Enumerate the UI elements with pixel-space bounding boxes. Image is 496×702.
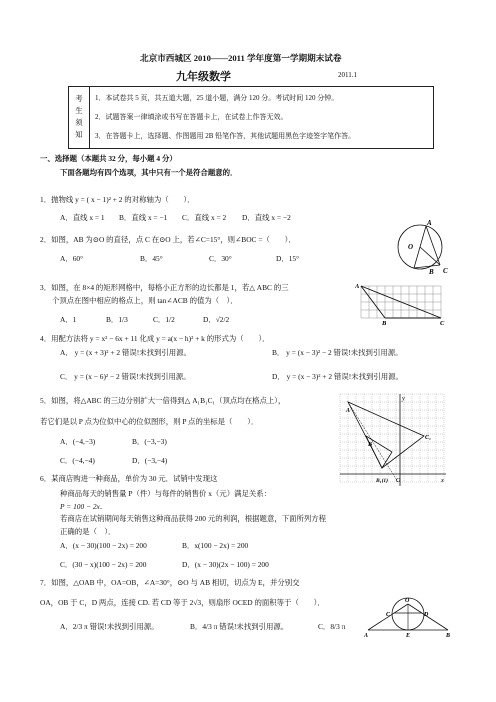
q4-option-d: D． y = (x − 3)² + 2 错误!未找到引用源。 — [272, 372, 403, 381]
section-instruction: 下面各题均有四个选项，其中只有一个是符合题意的． — [60, 168, 238, 177]
q5-option-b: B．(−3,−3) — [132, 437, 167, 446]
q6-formula: P = 100 − 2x． — [60, 502, 108, 511]
q3-option-b: B．1/3 — [106, 315, 128, 324]
q5-stem-1: 5．如图，将△ABC 的三边分别扩大一倍得到△ A₁B₁C₁（顶点均在格点上）， — [40, 396, 286, 405]
label-c: C — [440, 320, 445, 326]
q6-option-c: C．(30 − x)(100 − 2x) = 200 — [60, 560, 147, 569]
q5-option-a: A．(−4,−3) — [60, 437, 96, 446]
q1-option-d: D．直线 x = −2 — [242, 213, 291, 222]
q7-option-c: C．8/3 π — [318, 622, 346, 631]
label-c1: C₁ — [425, 435, 432, 441]
q3-option-c: C．1/2 — [153, 315, 175, 324]
label-d: D — [424, 612, 429, 618]
label-c: C — [443, 267, 448, 275]
notice-label-char: 生 — [75, 106, 83, 115]
exam-subject: 九年级数学 — [176, 71, 231, 83]
q1-option-a: A．直线 x = 1 — [60, 213, 105, 222]
q5-option-d: D．(−3,−4) — [132, 456, 168, 465]
label-o: O — [408, 243, 414, 251]
label-c: C — [386, 612, 391, 618]
label-b: B — [446, 633, 451, 638]
notice-item: 2．试题答案一律填涂或书写在答题卡上，在试卷上作答无效。 — [95, 113, 288, 121]
q2-option-c: C．30° — [209, 254, 232, 263]
notice-label-char: 考 — [75, 94, 83, 103]
notice-label-char: 知 — [75, 130, 83, 139]
q5-option-c: C．(−4,−4) — [60, 456, 95, 465]
label-o: O — [405, 598, 410, 604]
label-x: x — [441, 477, 444, 484]
q2-stem: 2．如图，AB 为⊙O 的直径，点 C 在⊙O 上，若∠C=15°，则∠BOC =（ ）． — [40, 235, 296, 244]
q1-option-b: B．直线 x = −1 — [119, 213, 168, 222]
q5-stem-2: 若它们是以 P 点为位似中心的位似图形，则 P 点的坐标是（ ）． — [40, 417, 259, 426]
label-a: A — [427, 219, 432, 227]
label-o: O — [396, 478, 401, 484]
q6-stem-2: 种商品每天的销售量 P（件）与每件的销售价 x（元）满足关系： — [60, 489, 272, 498]
q7-stem-2: OA，OB 于 C，D 两点，连接 CD. 若 CD 等于 2√3，则扇形 OCED 的面积等于（ ）． — [40, 598, 325, 607]
label-b: B — [382, 320, 387, 326]
label-b: B — [429, 268, 434, 276]
q7-option-a: A．2/3 π 错误!未找到引用源。 — [60, 622, 159, 631]
q3-grid-figure — [355, 280, 451, 326]
q3-option-d: D．√2/2 — [203, 315, 230, 324]
q4-stem: 4．用配方法将 y = x² − 6x + 11 化成 y = a(x − h)² + k 的形式为（ ）． — [40, 334, 270, 343]
q6-option-a: A．(x − 30)(100 − 2x) = 200 — [60, 541, 147, 550]
q6-stem-4: 正确的是（ ）． — [60, 527, 116, 536]
q2-circle-figure — [396, 218, 454, 278]
q2-option-b: B．45° — [140, 254, 163, 263]
q4-option-b: B． y = (x − 3)² − 2 错误!未找到引用源。 — [272, 348, 403, 357]
q6-option-b: B．x(100 − 2x) = 200 — [182, 541, 249, 550]
q2-option-a: A．60° — [60, 254, 84, 263]
q1-option-c: C．直线 x = 2 — [182, 213, 227, 222]
label-b1: B₁(1) — [376, 478, 388, 484]
q7-stem-1: 7．如图，△OAB 中，OA=OB，∠A=30°，⊙O 与 AB 相切，切点为 E，并分别交 — [40, 578, 300, 587]
q4-option-a: A． y = (x + 3)² + 2 错误!未找到引用源。 — [60, 348, 191, 357]
notice-label — [69, 87, 90, 148]
q5-coordinate-figure — [338, 392, 450, 492]
q6-stem-3: 若商店在试销期间每天销售这种商品获得 200 元的利润，根据题意，下面所列方程 — [60, 514, 327, 523]
q4-option-c: C． y = (x − 6)² − 2 错误!未找到引用源。 — [60, 372, 191, 381]
q2-option-d: D．15° — [276, 254, 300, 263]
label-a: A — [355, 283, 360, 290]
notice-label-char: 须 — [75, 118, 83, 127]
q7-figure — [364, 596, 452, 638]
label-b: B — [368, 442, 373, 448]
label-e: E — [406, 633, 411, 638]
section-heading: 一、选择题（本题共 32 分，每小题 4 分） — [40, 154, 177, 163]
q1-stem: 1．抛物线 y = ( x − 1)² + 2 的对称轴为（ ）． — [40, 195, 195, 204]
exam-date: 2011.1 — [338, 71, 357, 79]
q3-option-a: A．1 — [60, 315, 77, 324]
notice-item: 3．在答题卡上，选择题、作图题用 2B 铅笔作答，其他试题用黑色字迹签字笔作答。 — [95, 132, 356, 140]
q7-option-b: B．4/3 π 错误!未找到引用源。 — [190, 622, 289, 631]
label-a: A — [364, 633, 369, 638]
exam-title: 北京市西城区 2010——2011 学年度第一学期期末试卷 — [140, 53, 342, 63]
q3-stem-1: 3．如图，在 8×4 的矩形网格中，每格小正方形的边长都是 1，若△ ABC 的三 — [40, 283, 289, 292]
label-y: y — [402, 395, 405, 402]
q6-option-d: D．(x − 30)(2x − 100) = 200 — [182, 560, 269, 569]
q6-stem-1: 6．某商店购进一种商品，单价为 30 元．试销中发现这 — [40, 474, 218, 483]
label-a: A — [346, 408, 351, 414]
q3-stem-2: 个顶点在图中相应的格点上，则 tan∠ACB 的值为（ ）． — [52, 296, 238, 305]
notice-item: 1．本试卷共 5 页，共五道大题，25 道小题，满分 120 分。考试时间 120 分钟。 — [95, 94, 339, 102]
notice-box — [68, 86, 434, 149]
